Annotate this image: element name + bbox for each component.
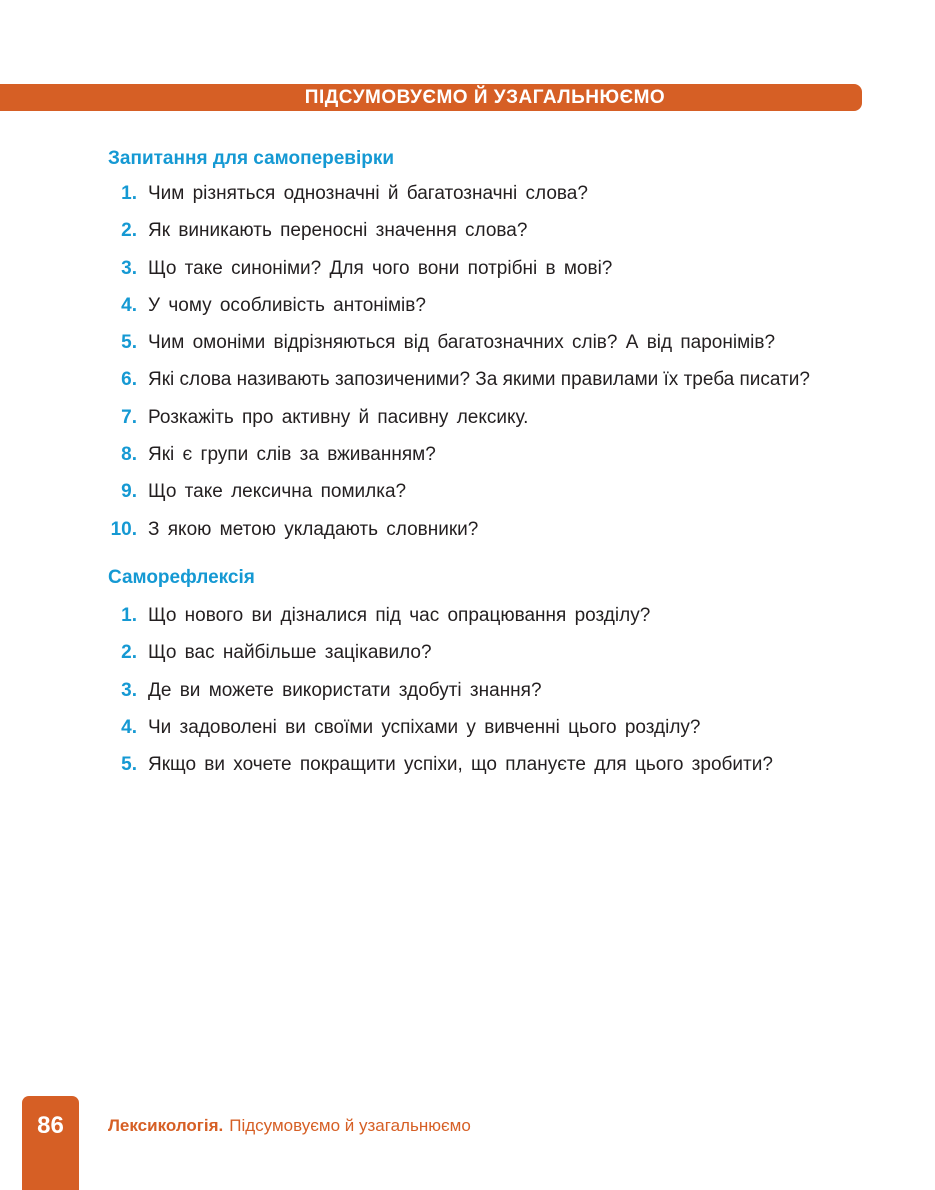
item-number: 10. (110, 518, 137, 540)
item-text: Які є групи слів за вживанням? (148, 444, 436, 466)
item-text: У чому особливість антонімів? (148, 294, 426, 316)
item-text: Чи задоволені ви своїми успіхами у вивченні цього розділу? (148, 716, 701, 738)
footer-section: Лексикологія. (108, 1116, 224, 1135)
item-text: Якщо ви хочете покращити успіхи, що плануєте для цього зробити? (148, 754, 773, 776)
item-number: 1. (121, 605, 137, 626)
item-number: 6. (121, 369, 137, 391)
item-number: 8. (121, 444, 137, 466)
item-number: 3. (121, 679, 137, 701)
item-text: Чим омоніми відрізняються від багатозначних слів? А від паронімів? (148, 332, 776, 354)
item-number: 4. (121, 716, 137, 738)
item-number: 4. (121, 294, 137, 316)
item-number: 1. (121, 183, 137, 204)
item-number: 5. (121, 332, 137, 354)
item-number: 3. (121, 257, 137, 279)
item-number: 7. (121, 406, 137, 428)
page-number-tab (22, 1096, 79, 1190)
item-text: Які слова називають запозиченими? За якими правилами їх треба писати? (148, 369, 810, 391)
item-number: 2. (121, 642, 137, 664)
item-text: Що таке синоніми? Для чого вони потрібні в мові? (148, 257, 613, 279)
item-number: 9. (121, 481, 137, 503)
item-text: З якою метою укладають словники? (148, 518, 479, 540)
banner-title: ПІДСУМОВУЄМО Й УЗАГАЛЬНЮЄМО (304, 87, 666, 108)
item-text: Що вас найбільше зацікавило? (148, 642, 432, 664)
item-text: Розкажіть про активну й пасивну лексику. (148, 406, 529, 428)
item-number: 2. (121, 220, 137, 242)
item-text: Де ви можете використати здобуті знання? (148, 679, 542, 701)
item-text: Як виникають переносні значення слова? (148, 220, 528, 242)
item-text: Чим різняться однозначні й багатозначні слова? (148, 183, 588, 204)
self-reflection-title: Саморефлексія (108, 567, 255, 588)
item-number: 5. (121, 754, 137, 776)
self-check-title: Запитання для самоперевірки (108, 148, 395, 169)
running-footer (108, 1116, 471, 1136)
footer-topic: Підсумовуємо й узагальнюємо (229, 1116, 471, 1135)
page-number: 86 (37, 1112, 64, 1139)
item-text: Що нового ви дізналися під час опрацювання розділу? (148, 605, 651, 626)
item-text: Що таке лексична помилка? (148, 481, 407, 503)
section-banner (0, 84, 862, 111)
